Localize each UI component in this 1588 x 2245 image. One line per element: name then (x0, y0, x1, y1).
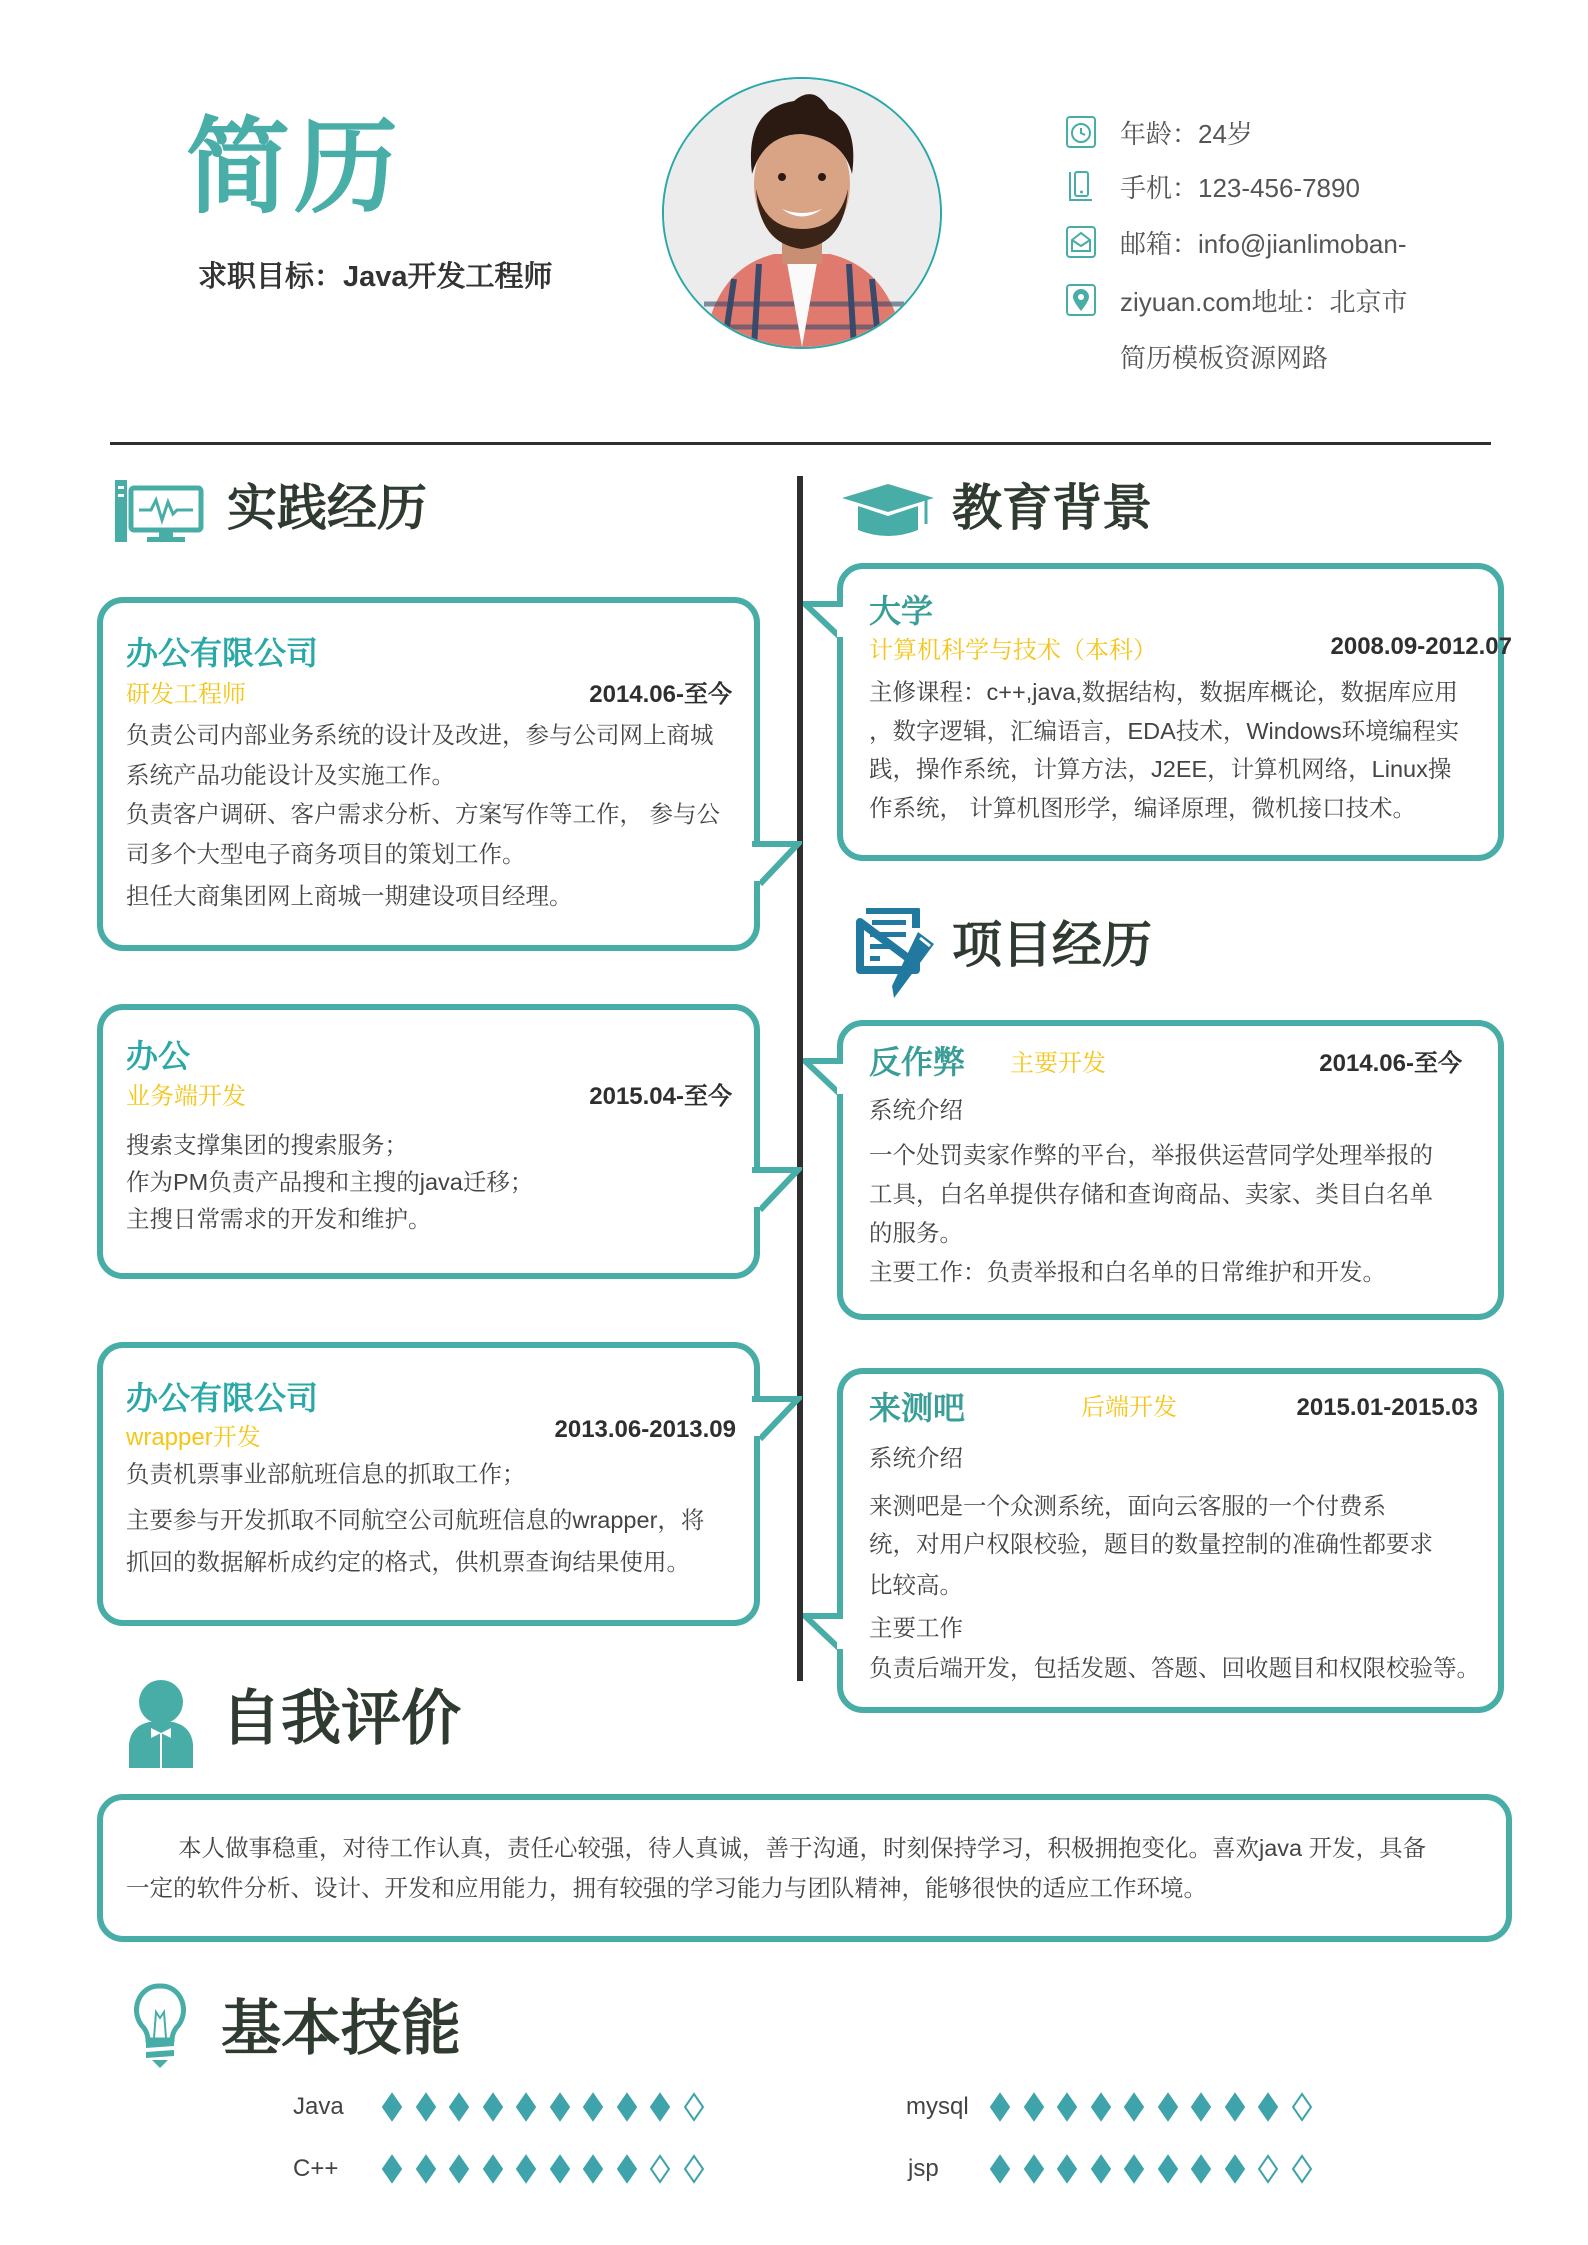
major: 计算机科学与技术（本科） (869, 637, 1157, 664)
description-line: 负责公司内部业务系统的设计及改进，参与公司网上商城 (126, 722, 714, 748)
project-description (869, 1136, 1433, 1292)
project-card (837, 1368, 1504, 1713)
project-role: 后端开发 (1081, 1394, 1177, 1421)
company-name: 办公 (126, 1038, 191, 1074)
skill-name: Java (293, 2093, 344, 2120)
card-pointer (752, 1164, 802, 1216)
description-line: 工具，白名单提供存储和查询商品、卖家、类目白名单 (869, 1181, 1433, 1207)
diamond-empty-icon (1257, 2154, 1279, 2184)
description-line: 司多个大型电子商务项目的策划工作。 (126, 840, 526, 867)
description-line: 主搜日常需求的开发和维护。 (126, 1206, 432, 1232)
description-line: 统，对用户权限校验，题目的数量控制的准确性都要求 (869, 1531, 1433, 1557)
contact-address-cont-text: 简历模板资源网路 (1120, 342, 1329, 373)
job-description (126, 1453, 704, 1583)
person-icon (127, 1680, 195, 1773)
diamond-filled-icon (1157, 2154, 1179, 2184)
practice-card (97, 597, 760, 951)
card-pointer (803, 598, 845, 648)
diamond-filled-icon (1056, 2154, 1078, 2184)
diamond-filled-icon (616, 2092, 638, 2122)
skill-name: mysql (906, 2093, 969, 2120)
contact-age-text: 年龄：24岁 (1120, 118, 1253, 149)
card-pointer (752, 1393, 802, 1445)
project-name: 来测吧 (869, 1390, 966, 1426)
section-title-projects: 项目经历 (952, 917, 1152, 973)
diamond-filled-icon (482, 2092, 504, 2122)
diamond-filled-icon (1224, 2154, 1246, 2184)
mail-icon (1064, 225, 1098, 259)
project-role: 主要开发 (1010, 1050, 1106, 1077)
diamond-filled-icon (1190, 2154, 1212, 2184)
diamond-filled-icon (1056, 2092, 1078, 2122)
self-eval-text (126, 1828, 1426, 1908)
description-line: 主要参与开发抓取不同航空公司航班信息的wrapper，将 (126, 1507, 705, 1533)
description-line: 的服务。 (869, 1220, 963, 1246)
description-line: 负责客户调研、客户需求分析、方案写作等工作， 参与公 (126, 801, 721, 827)
self-eval-card (97, 1794, 1512, 1942)
diamond-filled-icon (515, 2092, 537, 2122)
contact-email (1064, 222, 1407, 262)
profile-photo (662, 77, 942, 349)
work-description: 负责后端开发，包括发题、答题、回收题目和权限校验等。 (869, 1655, 1480, 1681)
course-line: ，数字逻辑，汇编语言，EDA技术，Windows环境编程实 (869, 717, 1460, 744)
practice-card (97, 1342, 760, 1626)
contact-email-text: 邮箱：info@jianlimoban- (1120, 228, 1407, 259)
job-objective: 求职目标：Java开发工程师 (198, 261, 553, 293)
diamond-filled-icon (1090, 2154, 1112, 2184)
diamond-filled-icon (515, 2154, 537, 2184)
header-divider (110, 442, 1491, 445)
diamond-filled-icon (582, 2092, 604, 2122)
job-description (126, 716, 720, 917)
skill-rating (989, 2092, 1324, 2122)
contact-phone (1064, 166, 1360, 206)
diamond-filled-icon (582, 2154, 604, 2184)
diamond-filled-icon (1257, 2092, 1279, 2122)
company-name: 办公有限公司 (126, 1380, 319, 1416)
description-line: 一个处罚卖家作弊的平台，举报供运营同学处理举报的 (869, 1142, 1433, 1168)
diamond-filled-icon (616, 2154, 638, 2184)
description-line: 来测吧是一个众测系统，面向云客服的一个付费系 (869, 1493, 1386, 1519)
job-date: 2013.06-2013.09 (554, 1416, 736, 1443)
skill-rating (989, 2154, 1324, 2184)
self-eval-line: 本人做事稳重，对待工作认真，责任心较强，待人真诚，善于沟通，时刻保持学习，积极拥抱变化。喜欢java 开发，具备 (178, 1835, 1427, 1861)
diamond-filled-icon (1023, 2092, 1045, 2122)
skill-rating (381, 2092, 716, 2122)
diamond-empty-icon (1291, 2154, 1313, 2184)
courses (869, 673, 1459, 827)
course-line: 践，操作系统，计算方法，J2EE，计算机网络，Linux操 (869, 756, 1452, 782)
education-card (837, 563, 1512, 861)
diamond-filled-icon (989, 2154, 1011, 2184)
project-card (837, 1020, 1504, 1320)
intro-label: 系统介绍 (869, 1097, 963, 1123)
job-date: 2014.06-至今 (589, 681, 732, 708)
diamond-filled-icon (448, 2092, 470, 2122)
diamond-empty-icon (649, 2154, 671, 2184)
diamond-filled-icon (1157, 2092, 1179, 2122)
project-date: 2014.06-至今 (1319, 1050, 1462, 1077)
school-name: 大学 (869, 593, 934, 629)
contact-age (1064, 112, 1253, 152)
description-line: 搜索支撑集团的搜索服务； (126, 1132, 408, 1158)
description-line: 担任大商集团网上商城一期建设项目经理。 (126, 883, 573, 909)
diamond-filled-icon (448, 2154, 470, 2184)
diamond-filled-icon (482, 2154, 504, 2184)
document-pen-icon (856, 908, 940, 1005)
phone-icon (1064, 169, 1098, 203)
diamond-filled-icon (649, 2092, 671, 2122)
card-pointer (803, 1610, 845, 1660)
section-title-skills: 基本技能 (221, 1995, 461, 2062)
clock-icon (1064, 115, 1098, 149)
job-role: 业务端开发 (126, 1083, 246, 1110)
skill-name: jsp (908, 2155, 939, 2182)
contact-address (1064, 280, 1408, 320)
description-line: 比较高。 (869, 1572, 963, 1598)
section-title-self-eval: 自我评价 (221, 1685, 461, 1752)
diamond-filled-icon (415, 2092, 437, 2122)
company-name: 办公有限公司 (126, 635, 319, 671)
intro-label: 系统介绍 (869, 1445, 963, 1471)
course-line: 主修课程：c++,java,数据结构，数据库概论，数据库应用 (869, 679, 1458, 705)
work-label: 主要工作 (869, 1615, 963, 1641)
diamond-empty-icon (683, 2092, 705, 2122)
diamond-empty-icon (683, 2154, 705, 2184)
diamond-filled-icon (415, 2154, 437, 2184)
practice-card (97, 1004, 760, 1279)
skill-rating (381, 2154, 716, 2184)
description-line: 负责机票事业部航班信息的抓取工作； (126, 1461, 526, 1487)
description-line: 主要工作：负责举报和白名单的日常维护和开发。 (869, 1259, 1386, 1285)
contact-address-text: ziyuan.com地址：北京市 (1120, 286, 1408, 317)
diamond-filled-icon (1123, 2092, 1145, 2122)
section-title-education: 教育背景 (952, 480, 1152, 536)
contact-address-cont (1120, 336, 1328, 376)
job-role: wrapper开发 (126, 1424, 261, 1451)
job-description (126, 1127, 533, 1238)
job-date: 2015.04-至今 (589, 1083, 732, 1110)
course-line: 作系统， 计算机图形学，编译原理，微机接口技术。 (869, 794, 1417, 821)
diamond-filled-icon (549, 2092, 571, 2122)
location-icon (1064, 283, 1098, 317)
project-name: 反作弊 (869, 1044, 966, 1080)
resume-title: 简历 (186, 110, 403, 226)
diamond-filled-icon (1224, 2092, 1246, 2122)
self-eval-line: 一定的软件分析、设计、开发和应用能力，拥有较强的学习能力与团队精神，能够很快的适应工作环境。 (126, 1875, 1207, 1901)
description-line: 作为PM负责产品搜和主搜的java迁移； (126, 1169, 534, 1195)
project-date: 2015.01-2015.03 (1296, 1394, 1478, 1421)
diamond-filled-icon (381, 2154, 403, 2184)
description-line: 系统产品功能设计及实施工作。 (126, 761, 455, 788)
job-role: 研发工程师 (126, 681, 246, 708)
card-pointer (752, 838, 802, 890)
project-description (869, 1487, 1433, 1604)
monitor-icon (115, 480, 205, 549)
education-date: 2008.09-2012.07 (1330, 633, 1512, 660)
skill-name: C++ (293, 2155, 339, 2182)
diamond-filled-icon (1023, 2154, 1045, 2184)
card-pointer (803, 1055, 845, 1105)
diamond-filled-icon (1123, 2154, 1145, 2184)
diamond-filled-icon (1190, 2092, 1212, 2122)
diamond-filled-icon (381, 2092, 403, 2122)
description-line: 抓回的数据解析成约定的格式，供机票查询结果使用。 (126, 1549, 690, 1575)
contact-phone-text: 手机：123-456-7890 (1120, 172, 1360, 203)
diamond-filled-icon (989, 2092, 1011, 2122)
lightbulb-icon (130, 1982, 190, 2073)
diamond-filled-icon (549, 2154, 571, 2184)
diamond-empty-icon (1291, 2092, 1313, 2122)
diamond-filled-icon (1090, 2092, 1112, 2122)
section-title-practice: 实践经历 (227, 480, 427, 536)
graduation-cap-icon (842, 480, 934, 545)
